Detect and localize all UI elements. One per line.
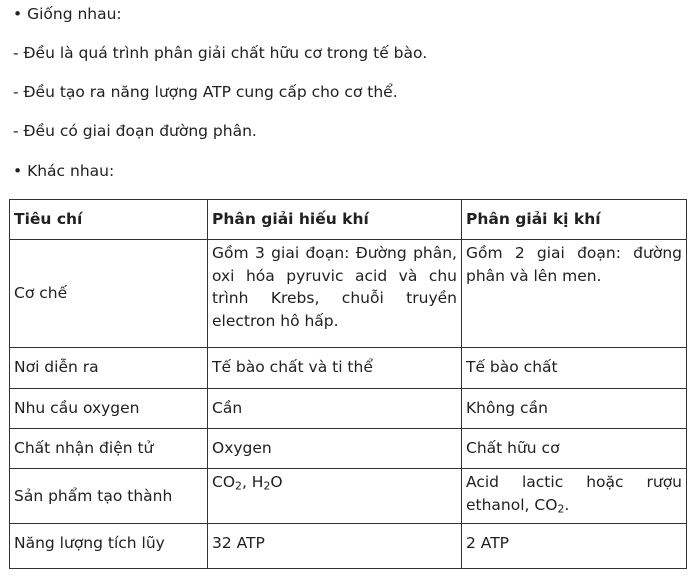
table-row-oxygen: [10, 389, 687, 429]
h2o-subscript: 2: [263, 479, 271, 493]
similar-heading: • Giống nhau:: [13, 5, 122, 23]
location-criterion: Nơi diễn ra: [10, 348, 208, 389]
co2-text: CO: [212, 473, 236, 491]
acceptor-anaerobic: Chất hữu cơ: [462, 429, 687, 469]
comparison-table: [9, 199, 687, 569]
similar-point-2: - Đều tạo ra năng lượng ATP cung cấp cho cơ thể.: [13, 83, 398, 101]
similar-point-1: - Đều là quá trình phân giải chất hữu cơ trong tế bào.: [13, 44, 428, 62]
table-row-energy: [10, 524, 687, 569]
co2-subscript: 2: [235, 479, 242, 493]
separator-text: , H: [241, 473, 264, 491]
header-criterion: Tiêu chí: [10, 200, 208, 240]
acceptor-criterion: Chất nhận điện tử: [10, 429, 208, 469]
header-aerobic: Phân giải hiếu khí: [208, 200, 462, 240]
ethanol-text: ethanol, CO: [466, 495, 558, 514]
oxygen-criterion: Nhu cầu oxygen: [10, 389, 208, 429]
products-criterion: Sản phẩm tạo thành: [10, 469, 208, 524]
acceptor-aerobic: Oxygen: [208, 429, 462, 469]
oxygen-anaerobic: Không cần: [462, 389, 687, 429]
table-row-acceptor: [10, 429, 687, 469]
energy-aerobic: 32 ATP: [208, 524, 462, 569]
table-row-products: [10, 469, 687, 524]
h2o-text: O: [270, 473, 283, 491]
different-heading: • Khác nhau:: [13, 162, 115, 180]
mechanism-criterion: Cơ chế: [10, 240, 208, 348]
mechanism-aerobic: Gồm 3 giai đoạn: Đường phân, oxi hóa pyruvic acid và chu trình Krebs, chuỗi truyền electron hô hấp.: [208, 240, 462, 348]
products-anaerobic-line-1: Acid lactic hoặc rượu: [466, 473, 682, 491]
table-row-location: [10, 348, 687, 389]
mechanism-anaerobic: Gồm 2 giai đoạn: đường phân và lên men.: [462, 240, 687, 348]
similar-point-3: - Đều có giai đoạn đường phân.: [13, 122, 257, 140]
products-aerobic: [208, 469, 462, 524]
period-text: .: [564, 495, 570, 514]
location-aerobic: Tế bào chất và ti thể: [208, 348, 462, 389]
energy-criterion: Năng lượng tích lũy: [10, 524, 208, 569]
anaerobic-co2-subscript: 2: [557, 502, 565, 516]
location-anaerobic: Tế bào chất: [462, 348, 687, 389]
products-anaerobic: [462, 469, 687, 524]
table-row-mechanism: [10, 240, 687, 348]
products-anaerobic-line-2: [466, 494, 682, 517]
energy-anaerobic: 2 ATP: [462, 524, 687, 569]
oxygen-aerobic: Cần: [208, 389, 462, 429]
header-anaerobic: Phân giải kị khí: [462, 200, 687, 240]
table-header-row: [10, 200, 687, 240]
